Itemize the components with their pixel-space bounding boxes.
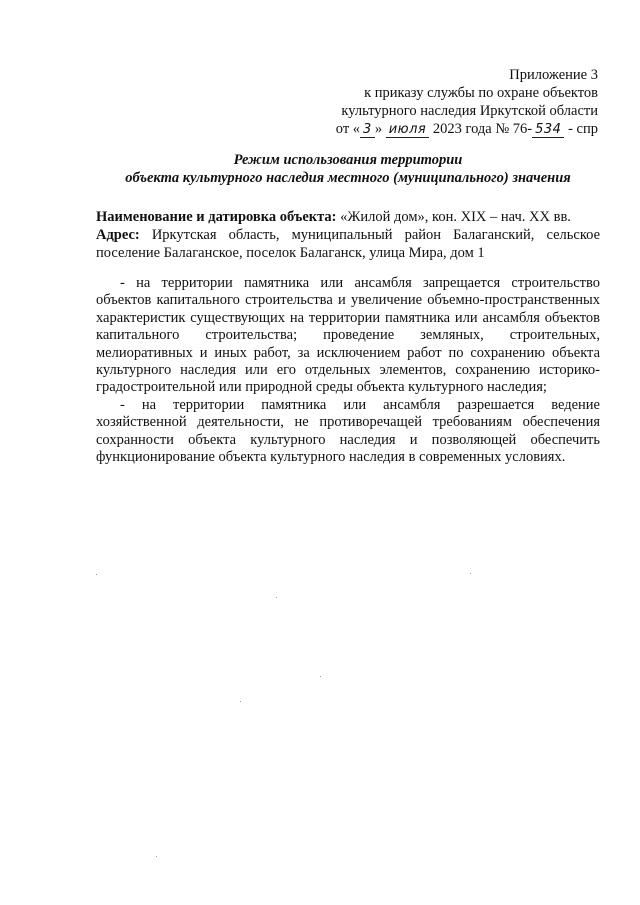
appendix-order-ref: к приказу службы по охране объектов [364,85,598,101]
rule-permission: - на территории памятника или ансамбля разрешается ведение хозяйственной деятельности, не противоречащей требованиям обеспечения сохранности объекта культурного наследия и позволяющей обеспечить функционирование объекта культурного наследия в современных условиях. [96,396,600,466]
document-title [96,151,600,187]
appendix-number: Приложение 3 [509,67,598,83]
handwritten-day: 3 [360,122,375,138]
rules-text [96,275,600,466]
scan-speck [276,597,277,598]
object-info [96,208,600,262]
scan-speck [470,573,471,574]
scan-speck [96,574,97,575]
object-address-label: Адрес: [96,227,140,243]
object-name-value: «Жилой дом», кон. XIX – нач. XX вв. [340,209,571,225]
rule-prohibition: - на территории памятника или ансамбля запрещается строительство объектов капитального строительства и увеличение объемно-пространственных характеристик существующих на территории памятника или ансамбля объектов капитального строительства; проведение земляных, строительных, мелиоративных и иных работ, за исключением работ по сохранению объекта культурного наследия или его отдельных элементов, сохранению историко-градостроительной или природной среды объекта культурного наследия; [96,275,600,396]
title-line-2: объекта культурного наследия местного (муниципального) значения [125,170,571,186]
object-name-label: Наименование и датировка объекта: [96,209,337,225]
scan-speck [320,676,321,677]
date-prefix: от « [335,121,361,137]
appendix-date-line [298,120,598,138]
handwritten-month: июля [386,122,430,138]
handwritten-order-number: 534 [532,122,564,138]
title-line-1: Режим использования территории [233,152,463,168]
object-address-row [96,226,600,262]
scan-speck [240,701,241,702]
object-address-value: Иркутская область, муниципальный район Балаганский, сельское поселение Балаганское, поселок Балаганск, улица Мира, дом 1 [96,227,601,261]
object-name-row [96,208,600,226]
appendix-authority: культурного наследия Иркутской области [341,103,598,119]
scan-speck [156,856,157,857]
date-quote-close: » [374,121,383,137]
order-suffix: - спр [568,121,598,137]
date-year-number: 2023 года № 76- [432,121,533,137]
appendix-header [298,66,598,138]
